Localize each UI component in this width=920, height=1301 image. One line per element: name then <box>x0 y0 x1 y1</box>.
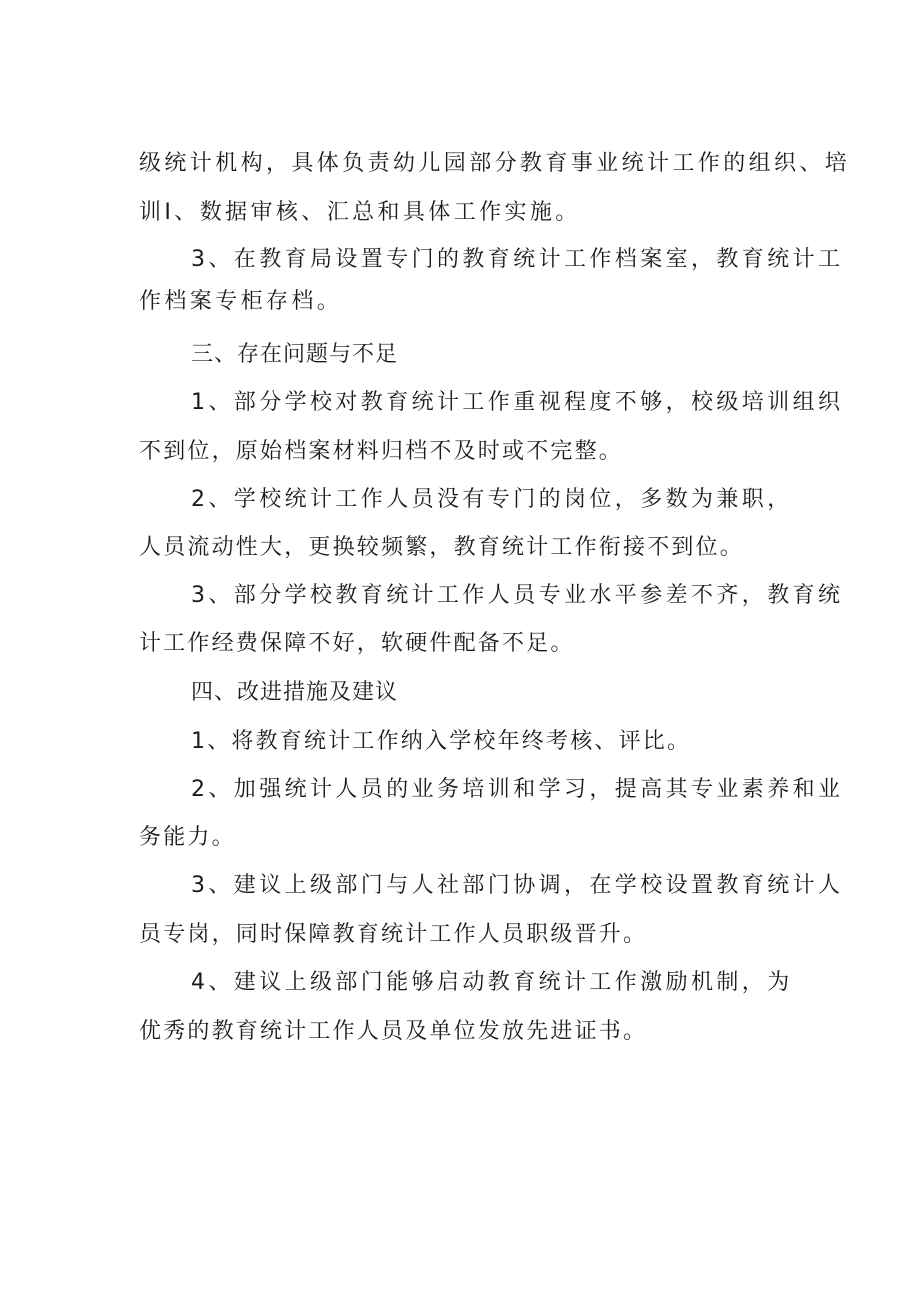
paragraph-line: 3、建议上级部门与人社部门协调，在学校设置教育统计人 <box>191 873 844 898</box>
paragraph-line: 不到位，原始档案材料归档不及时或不完整。 <box>139 439 624 464</box>
paragraph-line: 优秀的教育统计工作人员及单位发放先进证书。 <box>139 1019 648 1044</box>
paragraph-line: 员专岗，同时保障教育统计工作人员职级晋升。 <box>139 922 648 947</box>
paragraph-line: 1、部分学校对教育统计工作重视程度不够，校级培训组织 <box>191 390 844 415</box>
paragraph-line: 3、在教育局设置专门的教育统计工作档案室，教育统计工 <box>191 247 844 272</box>
paragraph-line: 1、将教育统计工作纳入学校年终考核、评比。 <box>191 729 692 754</box>
paragraph-line: 2、学校统计工作人员没有专门的岗位，多数为兼职， <box>191 487 793 512</box>
paragraph-line: 级统计机构，具体负责幼儿园部分教育事业统计工作的组织、培 <box>139 151 851 176</box>
paragraph-line: 人员流动性大，更换较频繁，教育统计工作衔接不到位。 <box>139 535 745 560</box>
paragraph-line: 2、加强统计人员的业务培训和学习，提高其专业素养和业 <box>191 777 844 802</box>
section-heading: 三、存在问题与不足 <box>191 342 399 367</box>
paragraph-line: 训I、数据审核、汇总和具体工作实施。 <box>139 200 581 225</box>
paragraph-line: 4、建议上级部门能够启动教育统计工作激励机制，为 <box>191 970 793 995</box>
paragraph-line: 作档案专柜存档。 <box>139 289 343 314</box>
paragraph-line: 3、部分学校教育统计工作人员专业水平参差不齐，教育统 <box>191 583 844 608</box>
paragraph-line: 务能力。 <box>139 825 236 850</box>
paragraph-line: 计工作经费保障不好，软硬件配备不足。 <box>139 631 575 656</box>
section-heading: 四、改进措施及建议 <box>191 680 399 705</box>
